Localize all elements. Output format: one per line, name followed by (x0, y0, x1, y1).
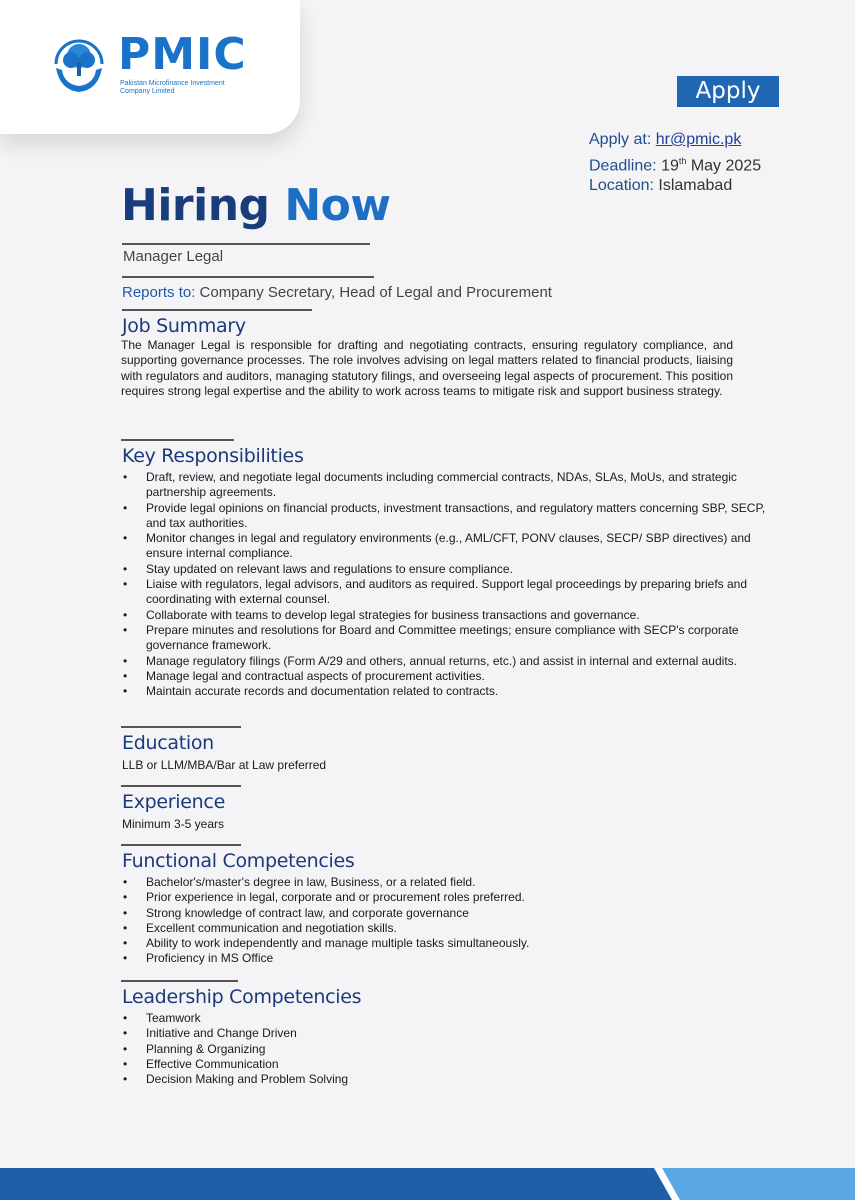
responsibilities-divider (121, 439, 234, 441)
leadership-divider (121, 980, 238, 982)
list-item: • Prior experience in legal, corporate and or procurement roles preferred. (121, 890, 783, 905)
location-row (589, 176, 761, 197)
reports-divider (122, 309, 312, 311)
list-item: • Initiative and Change Driven (121, 1026, 783, 1041)
logo-card (0, 0, 300, 134)
apply-button[interactable]: Apply (677, 76, 779, 107)
apply-at-row (589, 130, 761, 151)
deadline-suffix: th (678, 155, 687, 166)
list-item: • Teamwork (121, 1011, 783, 1026)
logo-wordmark: PMIC (118, 29, 247, 80)
deadline-day: 19 (661, 156, 679, 174)
section-title-education: Education (122, 732, 214, 754)
section-title-key-responsibilities: Key Responsibilities (122, 445, 304, 467)
headline-word-hiring: Hiring (121, 180, 270, 231)
deadline-date: May 2025 (690, 156, 762, 174)
list-item: • Monitor changes in legal and regulatory environments (e.g., AML/CFT, PONV clauses, SECP/ SBP directives) and ensure internal compliance. (121, 531, 783, 562)
job-summary-text: The Manager Legal is responsible for drafting and negotiating contracts, ensuring regulatory compliance, and supporting governance processes. The role involves advising on legal matters related to financial products, liaising with regulators and auditors, managing statutory filings, and overseeing legal aspects of procurement. This position requires strong legal expertise and the ability to work across teams to mitigate risk and support business strategy. (121, 338, 733, 398)
tree-in-hands-icon (52, 34, 106, 96)
apply-at-label: Apply at: (589, 131, 652, 148)
reports-to-value: Company Secretary, Head of Legal and Procurement (199, 284, 552, 301)
functional-competencies-list (121, 875, 783, 967)
list-item: • Manage legal and contractual aspects of procurement activities. (121, 669, 783, 684)
section-title-functional-competencies: Functional Competencies (122, 850, 355, 872)
footer-band (0, 1168, 855, 1200)
list-item: • Effective Communication (121, 1057, 783, 1072)
apply-info (589, 130, 761, 197)
list-item: • Draft, review, and negotiate legal documents including commercial contracts, NDAs, SLAs, MoUs, and strategic partnership agreements. (121, 470, 783, 501)
deadline-row (589, 151, 761, 177)
headline-word-now: Now (284, 180, 391, 231)
headline-divider (122, 243, 370, 245)
list-item: • Bachelor's/master's degree in law, Business, or a related field. (121, 875, 783, 890)
page-title (121, 180, 391, 232)
role-title: Manager Legal (123, 248, 224, 265)
list-item: • Decision Making and Problem Solving (121, 1072, 783, 1087)
location-label: Location: (589, 177, 654, 195)
logo-subtitle: Pakistan Microfinance Investment Company Limited (120, 80, 225, 95)
reports-to-label: Reports to: (122, 284, 196, 301)
list-item: • Manage regulatory filings (Form A/29 and others, annual returns, etc.) and assist in internal and external audits. (121, 654, 783, 669)
section-title-experience: Experience (122, 791, 225, 813)
reports-to (122, 284, 552, 301)
list-item: • Strong knowledge of contract law, and corporate governance (121, 906, 783, 921)
location-value: Islamabad (658, 177, 733, 195)
list-item: • Stay updated on relevant laws and regulations to ensure compliance. (121, 562, 783, 577)
list-item: • Maintain accurate records and documentation related to contracts. (121, 684, 783, 699)
leadership-competencies-list (121, 1011, 783, 1087)
list-item: • Provide legal opinions on financial products, investment transactions, and regulatory matters concerning SBP, SECP, and tax authorities. (121, 501, 783, 532)
list-item: • Collaborate with teams to develop legal strategies for business transactions and governance. (121, 608, 783, 623)
section-title-job-summary: Job Summary (122, 315, 246, 337)
list-item: • Excellent communication and negotiation skills. (121, 921, 783, 936)
experience-divider (121, 785, 241, 787)
list-item: • Prepare minutes and resolutions for Board and Committee meetings; ensure compliance with SECP's corporate governance framework. (121, 623, 783, 654)
list-item: • Planning & Organizing (121, 1042, 783, 1057)
functional-divider (121, 844, 241, 846)
apply-email-link[interactable]: hr@pmic.pk (655, 131, 742, 148)
education-divider (121, 726, 241, 728)
list-item: • Proficiency in MS Office (121, 951, 783, 966)
list-item: • Ability to work independently and manage multiple tasks simultaneously. (121, 936, 783, 951)
responsibilities-list (121, 470, 783, 699)
section-title-leadership-competencies: Leadership Competencies (122, 986, 362, 1008)
deadline-label: Deadline: (589, 156, 657, 174)
list-item: • Liaise with regulators, legal advisors, and auditors as required. Support legal proceedings by preparing briefs and coordinating with external counsel. (121, 577, 783, 608)
education-text: LLB or LLM/MBA/Bar at Law preferred (122, 758, 327, 772)
role-divider (122, 276, 374, 278)
experience-text: Minimum 3-5 years (122, 817, 225, 831)
